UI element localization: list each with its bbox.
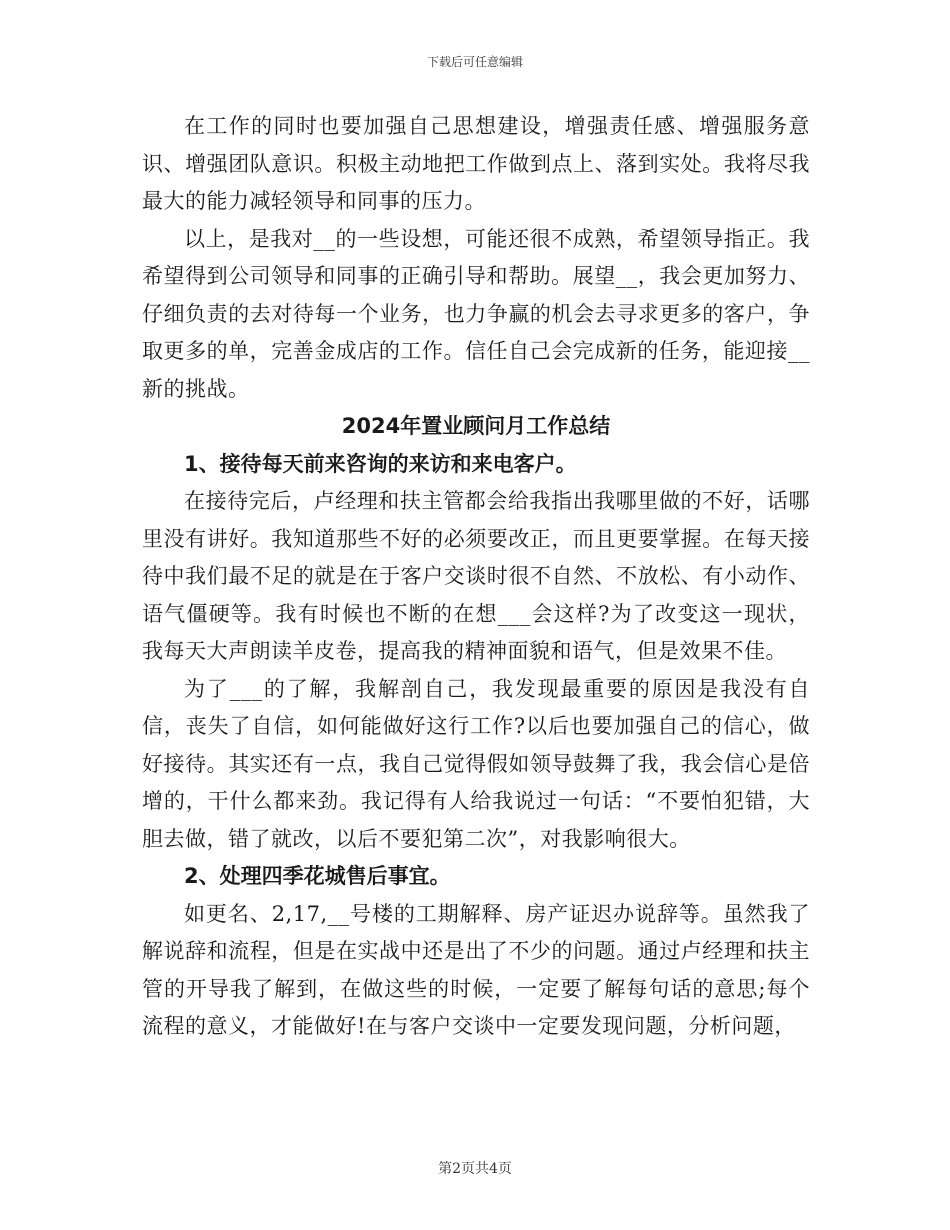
- document-body: [142, 108, 810, 1046]
- paragraph-1: 在工作的同时也要加强自己思想建设，增强责任感、增强服务意识、增强团队意识。积极主动地把工作做到点上、落到实处。我将尽我最大的能力减轻领导和同事的压力。: [142, 114, 810, 213]
- paragraph-2: 以上，是我对__的一些设想，可能还很不成熟，希望领导指正。我希望得到公司领导和同事的正确引导和帮助。展望__，我会更加努力、仔细负责的去对待每一个业务，也力争赢的机会去寻求更多的客户，争取更多的单，完善金成店的工作。信任自己会完成新的任务，能迎接__新的挑战。: [142, 226, 810, 401]
- section-title: 2024年置业顾问月工作总结: [341, 414, 611, 438]
- paragraph-3: 在接待完后，卢经理和扶主管都会给我指出我哪里做的不好，话哪里没有讲好。我知道那些不好的必须要改正，而且更要掌握。在每天接待中我们最不足的就是在于客户交谈时很不自然、不放松、有小动作、语气僵硬等。我有时候也不断的在想___会这样?为了改变这一现状，我每天大声朗读羊皮卷，提高我的精神面貌和语气，但是效果不佳。: [142, 489, 810, 663]
- subheading-1: 1、接待每天前来咨询的来访和来电客户。: [184, 451, 577, 476]
- page-footer: 第2页共4页: [438, 1161, 512, 1177]
- paragraph-4: 为了___的了解，我解剖自己，我发现最重要的原因是我没有自信，丧失了自信，如何能做好这行工作?以后也要加强自己的信心，做好接待。其实还有一点，我自己觉得假如领导鼓舞了我，我会信心是倍增的，干什么都来劲。我记得有人给我说过一句话：“不要怕犯错，大胆去做，错了就改，以后不要犯第二次”，对我影响很大。: [142, 676, 810, 851]
- paragraph-5: 如更名、2,17,__号楼的工期解释、房产证迟办说辞等。虽然我了解说辞和流程，但是在实战中还是出了不少的问题。通过卢经理和扶主管的开导我了解到，在做这些的时候，一定要了解每句话的意思;每个流程的意义，才能做好!在与客户交谈中一定要发现问题，分析问题，: [142, 901, 810, 1038]
- page-header: 下载后可任意编辑: [426, 55, 523, 69]
- subheading-2: 2、处理四季花城售后事宜。: [184, 864, 451, 888]
